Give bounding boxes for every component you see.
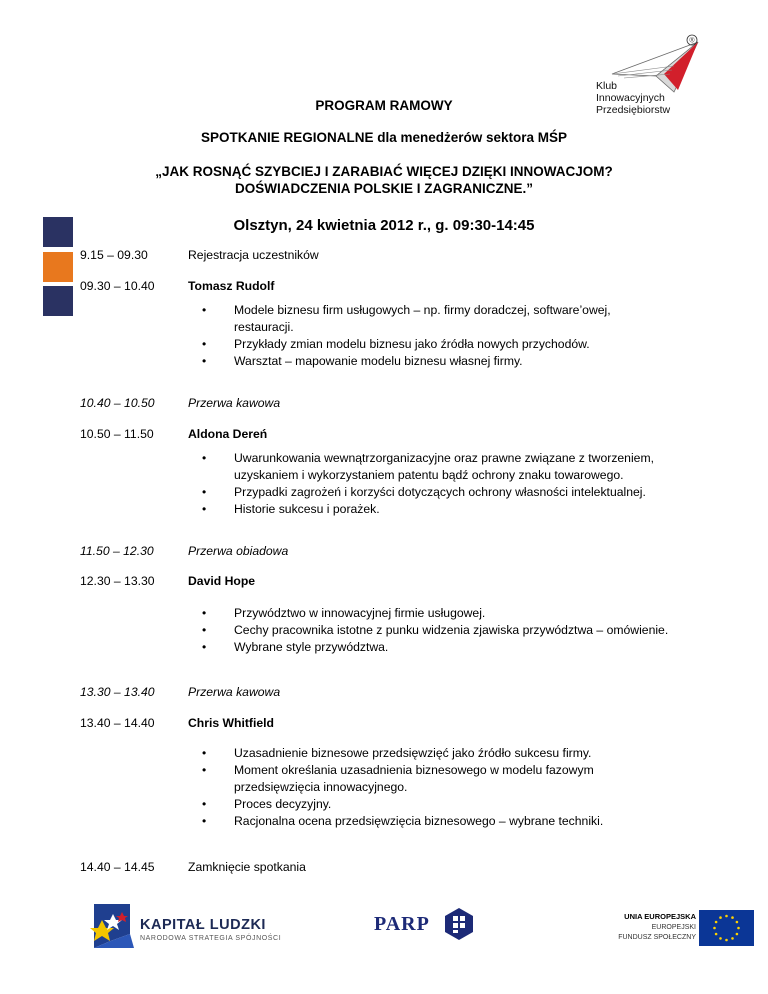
session-4-speaker: Aldona Dereń [188, 427, 268, 441]
session-9-desc: Zamknięcie spotkania [188, 860, 306, 874]
event-topic-line-1: „JAK ROSNĄĆ SZYBCIEJ I ZARABIAĆ WIĘCEJ DZIĘKI INNOWACJOM? [155, 164, 613, 179]
parp-logo-text: PARP [374, 913, 430, 935]
list-item: • Racjonalna ocena przedsięwzięcia biznesowego – wybrane techniki. [188, 813, 688, 830]
kapital-ludzki-logo-icon [90, 900, 136, 950]
list-item: • Warsztat – mapowanie modelu biznesu własnej firmy. [188, 353, 688, 370]
eu-fund-line-1: EUROPEJSKI [651, 924, 696, 931]
session-7-time: 13.30 – 13.40 [80, 685, 155, 699]
session-6-speaker: David Hope [188, 574, 256, 588]
session-2-bullets [188, 302, 688, 370]
event-topic [60, 163, 708, 197]
list-item: • Przykłady zmian modelu biznesu jako źródła nowych przychodów. [188, 336, 688, 353]
list-item: • Uwarunkowania wewnątrzorganizacyjne oraz prawne związane z tworzeniem, uzyskaniem i wykorzystaniem patentu bądź ochrony znaku towarowego. [188, 450, 688, 484]
session-8-time: 13.40 – 14.40 [80, 716, 155, 730]
eu-fund-line-2: FUNDUSZ SPOŁECZNY [618, 934, 696, 941]
list-item: • Proces decyzyjny. [188, 796, 688, 813]
eu-title: UNIA EUROPEJSKA [624, 912, 696, 921]
session-7-desc: Przerwa kawowa [188, 685, 281, 699]
session-4-time: 10.50 – 11.50 [80, 427, 154, 441]
place-date: Olsztyn, 24 kwietnia 2012 r., g. 09:30-14:45 [233, 217, 535, 234]
session-8-speaker: Chris Whitfield [188, 716, 274, 730]
session-3-desc: Przerwa kawowa [188, 396, 281, 410]
club-logo-line-3: Przedsiębiorstw [596, 104, 671, 116]
list-item: • Uzasadnienie biznesowe przedsięwzięć jako źródło sukcesu firmy. [188, 745, 688, 762]
session-9-time: 14.40 – 14.45 [80, 860, 155, 874]
session-1-time: 9.15 – 09.30 [80, 248, 148, 262]
list-item: • Historie sukcesu i porażek. [188, 501, 688, 518]
parp-logo-icon [445, 908, 473, 940]
session-6-bullets [188, 605, 688, 656]
session-6-time: 12.30 – 13.30 [80, 574, 155, 588]
list-item: • Wybrane style przywództwa. [188, 639, 688, 656]
eu-flag-icon [699, 910, 754, 946]
kapital-ludzki-title: KAPITAŁ LUDZKI [140, 917, 266, 933]
club-logo-line-1: Klub [596, 80, 618, 92]
list-item: • Modele biznesu firm usługowych – np. firmy doradczej, software’owej, restauracji. [188, 302, 648, 336]
session-2-speaker: Tomasz Rudolf [188, 279, 275, 293]
session-3-time: 10.40 – 10.50 [80, 396, 155, 410]
decor-square-navy-bottom [43, 286, 73, 316]
session-2-time: 09.30 – 10.40 [80, 279, 155, 293]
decor-square-orange [43, 252, 73, 282]
document-subtitle: SPOTKANIE REGIONALNE dla menedżerów sektora MŚP [200, 130, 568, 145]
session-8-bullets [188, 745, 688, 830]
registered-mark: ® [689, 37, 695, 45]
list-item: • Moment określania uzasadnienia biznesowego w modelu fazowym przedsięwzięcia innowacyjnego. [188, 762, 654, 796]
club-logo-line-2: Innowacyjnych [596, 92, 665, 104]
session-5-desc: Przerwa obiadowa [188, 544, 289, 558]
session-5-time: 11.50 – 12.30 [80, 544, 154, 558]
document-title: PROGRAM RAMOWY [315, 98, 453, 113]
decor-square-navy-top [43, 217, 73, 247]
kapital-ludzki-subtitle: NARODOWA STRATEGIA SPÓJNOŚCI [140, 935, 282, 942]
list-item: • Cechy pracownika istotne z punku widzenia zjawiska przywództwa – omówienie. [188, 622, 688, 639]
list-item: • Przywództwo w innowacyjnej firmie usługowej. [188, 605, 688, 622]
session-4-bullets [188, 450, 688, 518]
list-item: • Przypadki zagrożeń i korzyści dotyczących ochrony własności intelektualnej. [188, 484, 688, 501]
session-1-desc: Rejestracja uczestników [188, 248, 319, 262]
event-topic-line-2: DOŚWIADCZENIA POLSKIE I ZAGRANICZNE.” [234, 181, 533, 196]
